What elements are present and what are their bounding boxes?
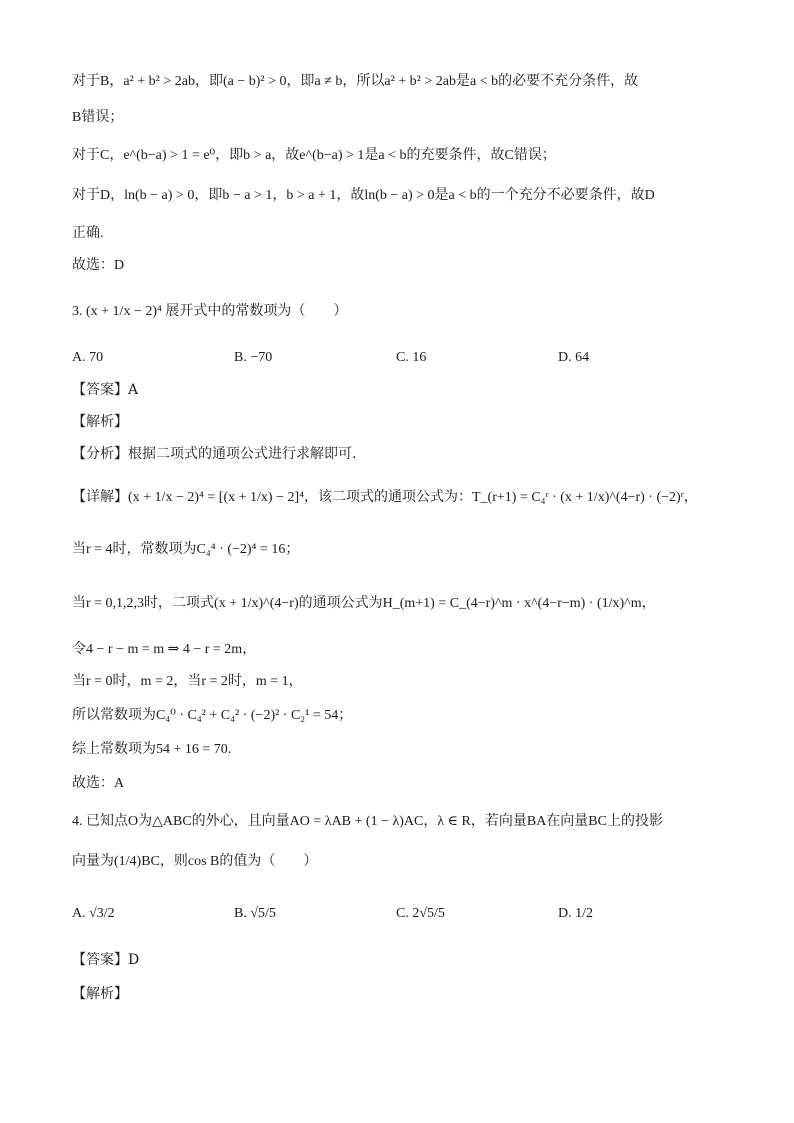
answer-choice-line: 故选：D bbox=[72, 258, 125, 273]
text-line-4: 对于D，ln(b − a) > 0，即b − a > 1，b > a + 1，故ln(b − a) > 0是a < b的一个充分不必要条件，故D bbox=[72, 188, 655, 203]
text-line-3: 对于C，e^(b−a) > 1 = e⁰，即b > a，故e^(b−a) > 1是a < b的充要条件，故C错误； bbox=[72, 148, 556, 163]
q3-step-1: 当r = 4时，常数项为C₄⁴ · (−2)⁴ = 16； bbox=[72, 542, 300, 557]
text-line-2: B错误； bbox=[72, 110, 124, 125]
q3-answer: 【答案】A bbox=[72, 382, 139, 398]
q3-step-5: 所以常数项为C₄⁰ · C₄² + C₄² · (−2)² · C₂¹ = 54； bbox=[72, 708, 353, 723]
text-line-1: 对于B，a² + b² > 2ab，即(a − b)² > 0，即a ≠ b，所以a² + b² > 2ab是a < b的必要不充分条件，故 bbox=[72, 74, 639, 89]
q3-analysis-label: 【解析】 bbox=[72, 414, 128, 430]
q3-step-6: 综上常数项为54 + 16 = 70. bbox=[72, 742, 232, 757]
text-line-5: 正确. bbox=[72, 226, 104, 241]
q3-step-3: 令4 − r − m = m ⇒ 4 − r = 2m， bbox=[72, 642, 257, 657]
q3-option-d: D. 64 bbox=[558, 350, 590, 365]
question-3: 3. (x + 1/x − 2)⁴ 展开式中的常数项为（ ） bbox=[72, 304, 348, 319]
question-4-line-1: 4. 已知点O为△ABC的外心，且向量AO = λAB + (1 − λ)AC，λ ∈ R，若向量BA在向量BC上的投影 bbox=[72, 814, 663, 829]
q3-detail: 【详解】(x + 1/x − 2)⁴ = [(x + 1/x) − 2]⁴，该二项式的通项公式为：T_(r+1) = C₄ʳ · (x + 1/x)^(4−r) · (−2)ʳ， bbox=[72, 490, 698, 505]
q4-option-c: C. 2√5/5 bbox=[396, 906, 445, 921]
q3-option-b: B. −70 bbox=[234, 350, 273, 365]
q3-analysis: 【分析】根据二项式的通项公式进行求解即可. bbox=[72, 446, 357, 462]
q4-option-a: A. √3/2 bbox=[72, 906, 115, 921]
q4-option-d: D. 1/2 bbox=[558, 906, 593, 921]
q3-answer-choice: 故选：A bbox=[72, 776, 125, 791]
question-4-line-2: 向量为(1/4)BC，则cos B的值为（ ） bbox=[72, 854, 318, 869]
q3-option-c: C. 16 bbox=[396, 350, 427, 365]
q4-option-b: B. √5/5 bbox=[234, 906, 276, 921]
q3-step-4: 当r = 0时，m = 2，当r = 2时，m = 1， bbox=[72, 674, 303, 689]
q3-step-2: 当r = 0,1,2,3时，二项式(x + 1/x)^(4−r)的通项公式为H_(m+1) = C_(4−r)^m · x^(4−r−m) · (1/x)^m， bbox=[72, 596, 656, 611]
q4-analysis-label: 【解析】 bbox=[72, 986, 128, 1002]
q4-answer: 【答案】D bbox=[72, 952, 140, 968]
q3-option-a: A. 70 bbox=[72, 350, 104, 365]
